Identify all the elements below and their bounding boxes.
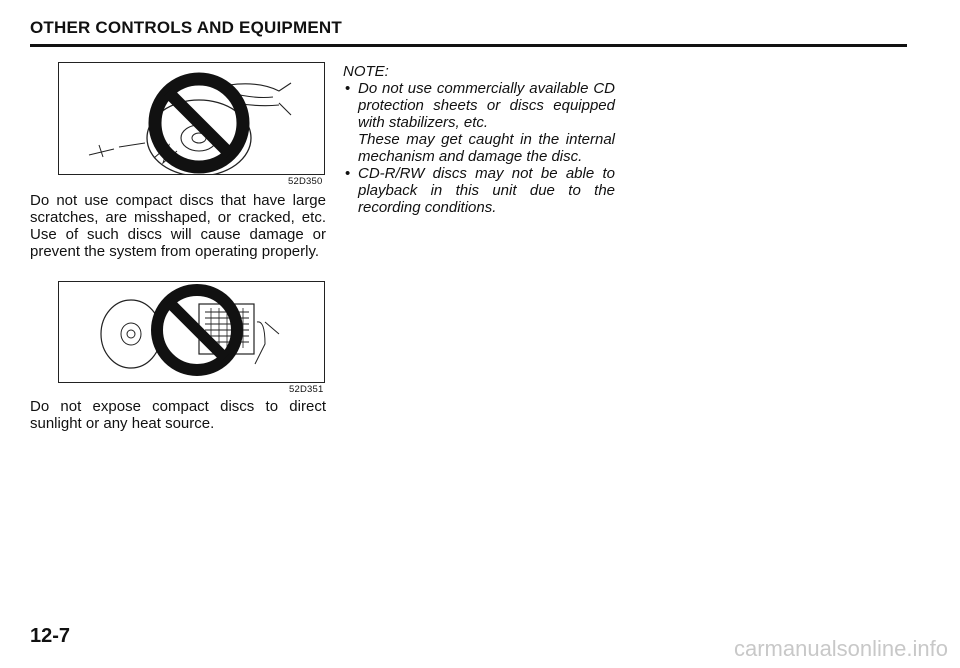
note-line: Do not use commercially available CD protection sheets or discs equipped with stabilizers, etc. [358,80,615,131]
scratched-disc-prohibited-icon [59,63,324,174]
figure-code: 52D350 [288,176,323,187]
note-title: NOTE: [343,63,389,80]
note-item [343,80,615,165]
note-item [343,165,615,216]
header-rule [30,44,907,47]
note-line: These may get caught in the internal mechanism and damage the disc. [358,131,615,165]
paragraph-scratched-discs: Do not use compact discs that have large scratches, are misshaped, or cracked, etc. Use of such discs will cause damage or prevent the system from operating properly. [30,192,326,260]
figure-scratched-disc [58,62,325,175]
note-block [343,63,615,216]
bullet: • [345,80,351,97]
note-list [343,80,615,216]
note-line: CD-R/RW discs may not be able to playback in this unit due to the recording conditions. [358,165,615,216]
paragraph-heat-warning: Do not expose compact discs to direct sunlight or any heat source. [30,398,326,432]
bullet: • [345,165,351,182]
figure-code: 52D351 [289,384,324,395]
figure-disc-heat [58,281,325,383]
page-number: 12-7 [30,625,71,647]
watermark: carmanualsonline.info [733,636,948,661]
disc-heat-prohibited-icon [59,282,324,382]
header-title: OTHER CONTROLS AND EQUIPMENT [30,18,342,37]
